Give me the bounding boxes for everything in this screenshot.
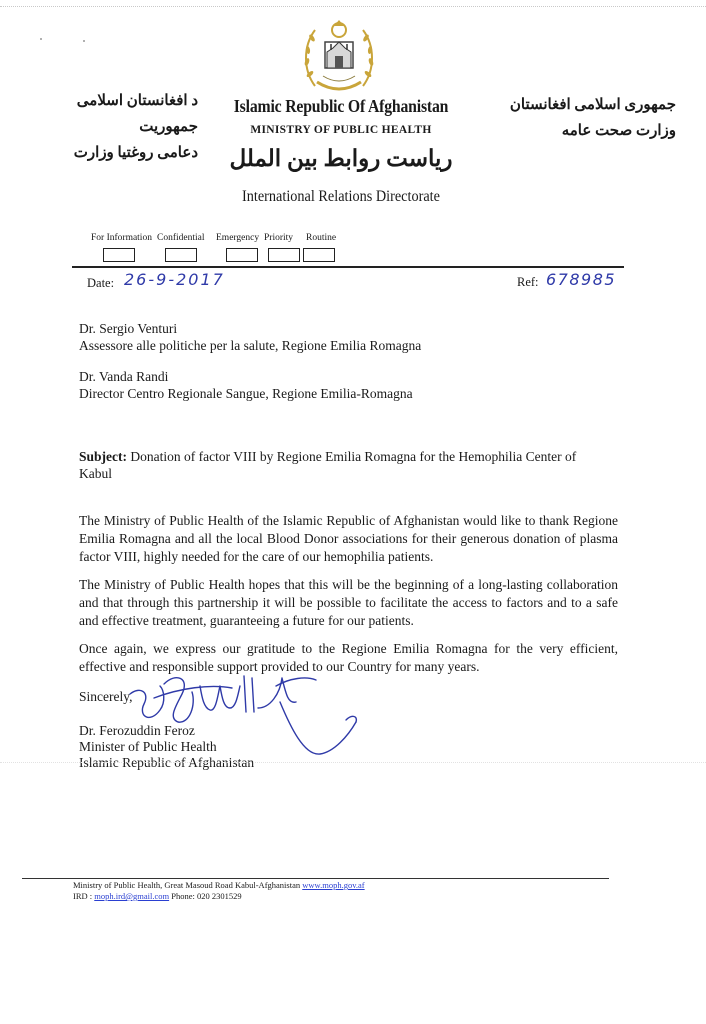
dari-right-line-2: وزارت صحت عامه: [561, 123, 676, 139]
recipient-2-name: Dr. Vanda Randi: [79, 369, 169, 384]
signature-handwritten: [120, 664, 380, 764]
footer-address: Ministry of Public Health, Great Masoud Road Kabul-Afghanistan: [73, 880, 301, 890]
subject-text: Donation of factor VIII by Regione Emilia Romagna for the Hemophilia Center of: [130, 449, 577, 464]
closing-salutation: Sincerely,: [79, 689, 133, 704]
classification-label-confidential: Confidential: [157, 233, 205, 243]
scan-speck: [40, 38, 42, 40]
directorate-name: International Relations Directorate: [241, 188, 440, 205]
recipient-2-role: Director Centro Regionale Sangue, Regione Emilia-Romagna: [79, 386, 413, 401]
signer-name: Dr. Ferozuddin Feroz: [79, 723, 195, 738]
recipient-1-name: Dr. Sergio Venturi: [79, 321, 178, 336]
letterhead-title: Islamic Republic Of Afghanistan: [233, 96, 449, 116]
ref-label: Ref:: [517, 275, 539, 289]
subject-label: Subject:: [79, 449, 127, 464]
footer-email-link[interactable]: moph.ird@gmail.com: [94, 891, 170, 901]
dari-right-line-1: جمهوری اسلامی افغانستان: [509, 97, 676, 113]
recipient-1-role: Assessore alle politiche per la salute, Regione Emilia Romagna: [79, 338, 422, 353]
footer-website-link[interactable]: www.moph.gov.af: [302, 880, 365, 890]
classification-checkbox-confidential[interactable]: [165, 248, 197, 262]
body-paragraph-1: The Ministry of Public Health of the Islamic Republic of Afghanistan would like to thank Regione Emilia Romagna and all the local Blood Donor associations for their generous donation of plasma factor VIII, highly needed for the care of our hemophilia patients.: [79, 513, 618, 564]
classification-checkbox-emergency[interactable]: [226, 248, 258, 262]
header-divider: [72, 266, 624, 268]
dari-left-header: [36, 88, 198, 166]
date-value-handwritten: 26-9-2017: [124, 270, 225, 289]
dari-left-line-2: دعامی روغتیا وزارت: [73, 145, 198, 161]
ref-value-handwritten: 678985: [546, 270, 617, 289]
classification-checkbox-priority[interactable]: [268, 248, 300, 262]
footer-divider: [22, 878, 609, 879]
footer-ird-label: IRD :: [73, 891, 93, 901]
footer-contact-line: [73, 891, 242, 901]
subject-line: [79, 448, 618, 466]
classification-checkbox-for-information[interactable]: [103, 248, 135, 262]
scan-fold-line: [0, 762, 706, 763]
ministry-name: MINISTRY OF PUBLIC HEALTH: [250, 124, 432, 136]
arabic-subtitle: ریاست روابط بین الملل: [229, 146, 453, 171]
scan-edge-line: [0, 6, 706, 7]
classification-checkbox-routine[interactable]: [303, 248, 335, 262]
footer-phone-label: Phone:: [171, 891, 195, 901]
subject-text-continued: Kabul: [79, 466, 112, 481]
signer-country: Islamic Republic of Afghanistan: [79, 755, 255, 770]
afghanistan-emblem-icon: [301, 16, 377, 96]
classification-label-emergency: Emergency: [216, 233, 260, 243]
date-label: Date:: [87, 276, 115, 290]
classification-label-for-information: For Information: [91, 233, 152, 243]
dari-left-line-1: د افغانستان اسلامی جمهوریت: [76, 93, 198, 135]
dari-right-header: [496, 92, 676, 144]
signer-position: Minister of Public Health: [79, 739, 217, 754]
scan-speck: [83, 40, 85, 42]
body-paragraph-3: Once again, we express our gratitude to the Regione Emilia Romagna for the very efficient, effective and responsible support provided to our Country for many years.: [79, 641, 618, 674]
footer-phone: 020 2301529: [197, 891, 242, 901]
body-paragraph-2: The Ministry of Public Health hopes that this will be the beginning of a long-lasting collaboration and that through this partnership it will be possible to facilitate the access to factors and to a safe and effective treatment, guaranteeing a future for our patients.: [79, 577, 618, 628]
footer-address-line: [73, 880, 365, 890]
classification-label-priority: Priority: [264, 233, 294, 243]
classification-label-routine: Routine: [306, 233, 337, 243]
